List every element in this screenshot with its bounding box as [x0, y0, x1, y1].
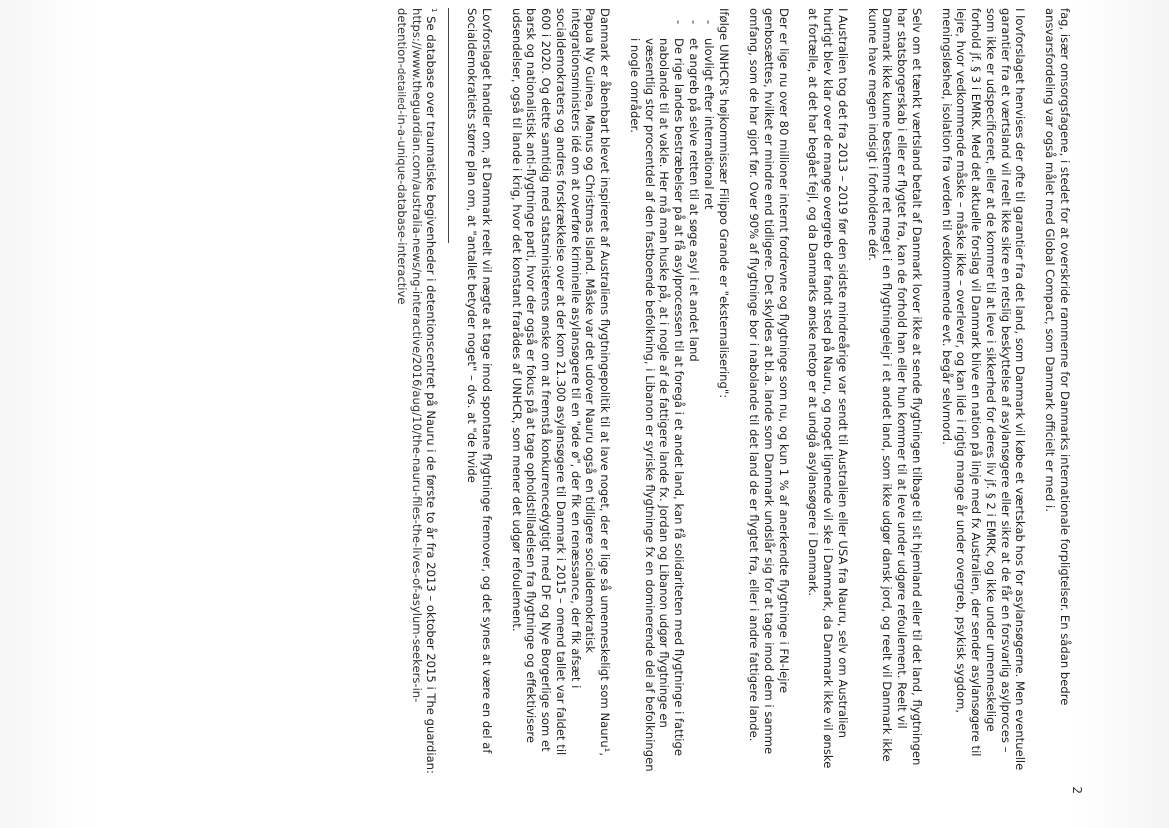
paragraph: I Australien tog det fra 2013 – 2019 før den sidste mindreårige var sendt til Australien eller USA fra Nauru, selv om Australien hurtigt blev klar over de mange overgreb der fandt sted på Nauru, og noget lignende vil ske i Danmark, da Danmark ikke vil ønske at fortælle, at det har begået fejl, og da Danmarks ønske netop er at undgå asylansøgere i Danmark.	[806, 8, 850, 769]
document-body	[378, 8, 1072, 776]
footnote	[393, 8, 441, 776]
paragraph: I lovforslaget henvises der ofte til garantier fra det land, som Danmark vil købe et værtskab hos for asylansøgerne. Men eventuelle garantier fra et værtsland vil reelt ikke sikre en retslig beskyttelse af asylansøgere eller sikre at de får en forsvarlig asylproces – som ikke er udspecificeret, eller at de kommer til at leve i sikkerhed for deres liv jf. § 2 i EMRK, og ikke under umenneskelige forhold jf. § 3 i EMRK. Med det aktuelle forslag vil Danmark blive en nation på linje med fx Australien, der sender asylansøgere til lejre, hvor vedkommende måske – måske ikke – overlever, og kan lide i rigtig mange år under overgreb, psykisk sygdom, meningsløshed, isolation fra verden til vedkommende evt. begår selvmord.	[939, 8, 1028, 771]
list-item: - ulovligt efter international ret	[701, 38, 716, 776]
list-item: - De rige landes bestræbelser på at få asylprocessen til at foregå i et andet land, kan få solidariteten med flygtninge i fattige nabolande til at vakle. Her må man huske på, at i nogle af de fattigere lande fx. Jordan og Libanon udgør flygtninge en væsentlig stor procentdel af den fastboende befolkning, i Libanon er syriske flygtninge fx en dominerende del af befolkningen i nogle områder.	[627, 38, 686, 776]
list-item: - et angreb på selve retten til at søge asyl i et andet land	[686, 38, 701, 776]
footnote-link[interactable]: https://www.theguardian.com/australia-news/ng-interactive/2016/aug/10/the-nauru-files-the-lives-of-asylum-seekers-in- detention-detailed-in-a-unique-database-interactive	[395, 8, 424, 703]
page-number: 2	[1070, 786, 1084, 794]
bullet-list	[627, 8, 716, 776]
paragraph: Der er lige nu over 80 millioner internt fordrevne og flygtninge som nu, og kun 1 % af anerkendte flygtninge i FN-lejre genbosættes, hvilket er mindre end tidligere. Det skyldes at bl.a. lande som Danmark undslår sig for at tage imod dem i samme omfang, som de har gjort før. Over 90% af flygtninge bor i nabolande til det land de er flygtet fra, eller i andre fattigere lande.	[747, 8, 791, 755]
paragraph: Selv om et tænkt værtsland betalt af Danmark lover ikke at sende flygtningen tilbage til sit hjemland eller til det land, flygtningen har statsborgerskab i eller er flygtet fra, kan de forhold han eller hun kommer til at leve under udgøre refoulement. Reelt vil Danmark ikke kunne bestemme ret meget i en flygtningelejr i et andet land, som ikke udgør dansk jord, og reelt vil Danmark ikke kunne have megen indsigt i forholdene dér.	[865, 8, 924, 766]
footnote-divider	[449, 8, 450, 243]
footnote-marker: 1	[430, 8, 439, 13]
footnote-text: Se database over traumatiske begivenheder i detentionscentret på Nauru i de første to år fra 2013 – oktober 2015 i The guardian:	[424, 16, 439, 774]
paragraph: Ifølge UNHCR's højkommissær Filippo Grande er "eksternalisering":	[717, 8, 732, 399]
rotated-document	[110, 8, 1090, 798]
paragraph: Lovforslaget handler om, at Danmark reelt vil nægte at tage imod spontane flygtninge fremover, og det synes at være en del af Socialdemokratiets større plan om, at "antallet betyder noget" – dvs. at "de hvide	[465, 8, 494, 754]
paragraph: Danmark er åbenbart blevet inspireret af Australiens flygtningepolitik til at lave noget, der er lige så umenneskeligt som Nauru¹, Papua Ny Guinea, Manus og Christmas Island. Måske var det udover Nauru også en tidligere socialdemokratisk integrationsministers idé om at overføre kriminelle asylansøgere til en "øde ø", der fik en renæssance, der fik afsæt i socialdemokraters og andres forskrækkelse over at der kom 21.300 asylansøgere til Danmark i 2015 – omend tallet var faldet til 600 i 2020. Og dette samtidig med statsministerens ønske om at fremstå konkurrencedygtigt med DF og Nye Borgerlige som et barsk og nationalistisk anti-flygtninge parti, hvor der også er fokus på at tage opholdstilladelsen fra flygtninge og effektivisere udsendelser, også til lande i krig, hvor det konstant frarådes af UNHCR, som mener det udgør refoulement.	[509, 8, 613, 757]
paragraph: fag, især omsorgsfagene, i stedet for at overskride rammerne for Danmarks internationale forpligtelser. En sådan bedre ansvarsfordeling var også målet med Global Compact, som Danmark officielt er med i.	[1043, 8, 1072, 706]
